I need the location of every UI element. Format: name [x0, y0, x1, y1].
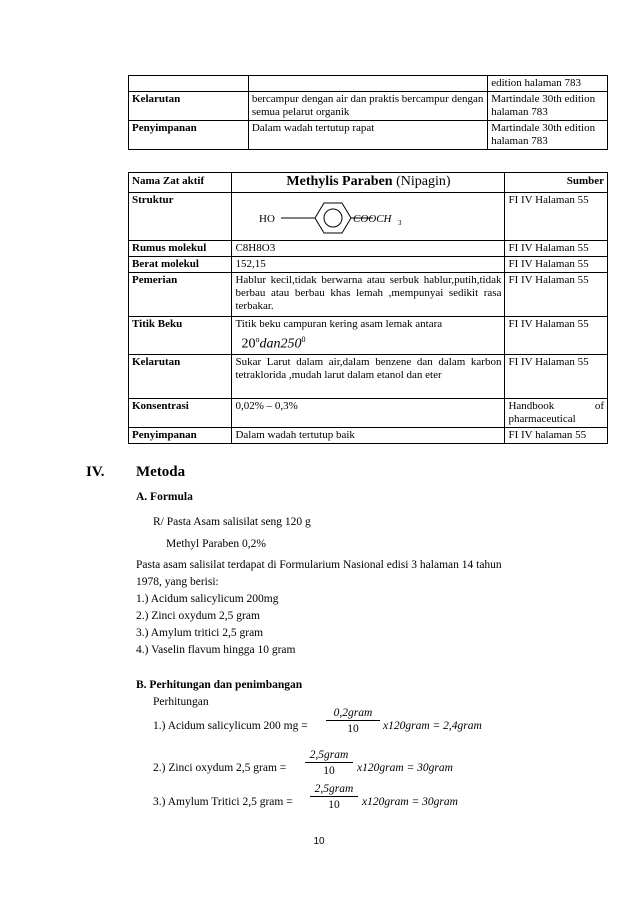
table-row [129, 257, 608, 273]
cell-value: Titik beku campuran kering asam lemak antara [235, 318, 443, 330]
fraction-denominator: 10 [328, 799, 340, 811]
fraction-numerator: 2,5gram [310, 783, 358, 797]
cell-source: FI IV Halaman 55 [505, 354, 608, 398]
cell-value: Hablur kecil,tidak berwarna atau serbuk hablur,putih,tidak berbau atau berbau khas lemah ,mempunyai sedikit rasa terbakar. [232, 273, 505, 317]
section-title: Metoda [136, 464, 186, 480]
cell-label: Kelarutan [129, 92, 249, 121]
table-row [129, 241, 608, 257]
cell-value: 152,15 [232, 257, 505, 273]
cell-source: edition halaman 783 [488, 76, 608, 92]
cell-value: Sukar Larut dalam air,dalam benzene dan dalam karbon tetraklorida ,mudah larut dalam etanol dan eter [232, 354, 505, 398]
structure-cell [232, 193, 505, 241]
calc-fraction [326, 707, 380, 735]
table-row [129, 273, 608, 317]
cell-label: Pemerian [129, 273, 232, 317]
cell-source: FI IV Halaman 55 [505, 257, 608, 273]
page-number: 10 [313, 836, 325, 847]
table-row [129, 398, 608, 427]
table-row [129, 317, 608, 355]
table-row [129, 427, 608, 443]
structure-right-group: COOCH [353, 213, 392, 225]
cell-source: FI IV Halaman 55 [505, 193, 608, 241]
list-item: 3.) Amylum tritici 2,5 gram [136, 627, 264, 639]
header-label: Nama Zat aktif [129, 173, 232, 193]
section-number: IV. [86, 464, 105, 480]
cell-label: Konsentrasi [129, 398, 232, 427]
calc-fraction [305, 749, 353, 777]
subsection-b-subtitle: Perhitungan [153, 696, 209, 708]
subsection-b-title: B. Perhitungan dan penimbangan [136, 679, 303, 691]
aromatic-circle [324, 209, 342, 227]
cell-label: Berat molekul [129, 257, 232, 273]
fraction-numerator: 0,2gram [326, 707, 380, 721]
table-row [129, 76, 608, 92]
range-conj: dan [259, 336, 281, 352]
degree-b: 0 [301, 335, 306, 344]
table-header-row [129, 173, 608, 193]
paragraph-line-2: 1978, yang berisi: [136, 576, 219, 588]
benzene-structure [235, 194, 501, 238]
table-main [128, 172, 608, 444]
cell-source: FI IV halaman 55 [505, 427, 608, 443]
cell-value: bercampur dengan air dan praktis bercampur dengan semua pelarut organik [248, 92, 487, 121]
calc-fraction [310, 783, 358, 811]
cell-label: Penyimpanan [129, 121, 249, 150]
calc-rhs: x120gram = 2,4gram [383, 720, 482, 732]
cell-value: Dalam wadah tertutup baik [232, 427, 505, 443]
range-end: 250 [280, 336, 302, 352]
table-row [129, 121, 608, 150]
degree-a: o [255, 335, 260, 344]
cell-source: Martindale 30th edition halaman 783 [488, 92, 608, 121]
cell-label: Struktur [129, 193, 232, 241]
title-rest: (Nipagin) [392, 174, 451, 189]
fraction-numerator: 2,5gram [305, 749, 353, 763]
cell-label: Titik Beku [129, 317, 232, 355]
calc-rhs: x120gram = 30gram [357, 762, 453, 774]
cell-label [129, 76, 249, 92]
table-top [128, 75, 608, 150]
header-source: Sumber [505, 173, 608, 193]
calc-rhs: x120gram = 30gram [362, 796, 458, 808]
cell-source: FI IV Halaman 55 [505, 317, 608, 355]
list-item: 4.) Vaselin flavum hingga 10 gram [136, 644, 296, 656]
paragraph-line-1: Pasta asam salisilat terdapat di Formularium Nasional edisi 3 halaman 14 tahun [136, 559, 502, 571]
structure-subscript: 3 [398, 219, 402, 227]
calc-lhs: 2.) Zinci oxydum 2,5 gram = [153, 762, 287, 774]
cell-source: FI IV Halaman 55 [505, 241, 608, 257]
temperature-range [235, 331, 501, 353]
recipe-line-1: R/ Pasta Asam salisilat seng 120 g [153, 516, 311, 528]
table-row [129, 354, 608, 398]
cell-value: Dalam wadah tertutup rapat [248, 121, 487, 150]
cell-label: Penyimpanan [129, 427, 232, 443]
calc-lhs: 3.) Amylum Tritici 2,5 gram = [153, 796, 293, 808]
cell-source: FI IV Halaman 55 [505, 273, 608, 317]
cell-value [248, 76, 487, 92]
cell-value: 0,02% – 0,3% [232, 398, 505, 427]
titik-beku-cell [232, 317, 505, 355]
range-start: 20 [241, 336, 256, 352]
cell-label: Rumus molekul [129, 241, 232, 257]
subsection-a-title: A. Formula [136, 491, 193, 503]
fraction-denominator: 10 [347, 723, 359, 735]
table-row [129, 193, 608, 241]
benzene-ring [315, 203, 351, 233]
list-item: 2.) Zinci oxydum 2,5 gram [136, 610, 260, 622]
cell-label: Kelarutan [129, 354, 232, 398]
list-item: 1.) Acidum salicylicum 200mg [136, 593, 279, 605]
cell-value: C8H8O3 [232, 241, 505, 257]
recipe-line-2: Methyl Paraben 0,2% [166, 538, 266, 550]
cell-source: Handbook of pharmaceutical [505, 398, 608, 427]
cell-source: Martindale 30th edition halaman 783 [488, 121, 608, 150]
header-title [232, 173, 505, 193]
structure-left-group: HO [259, 213, 276, 225]
calc-lhs: 1.) Acidum salicylicum 200 mg = [153, 720, 308, 732]
table-row [129, 92, 608, 121]
title-bold: Methylis Paraben [286, 174, 393, 189]
fraction-denominator: 10 [323, 765, 335, 777]
